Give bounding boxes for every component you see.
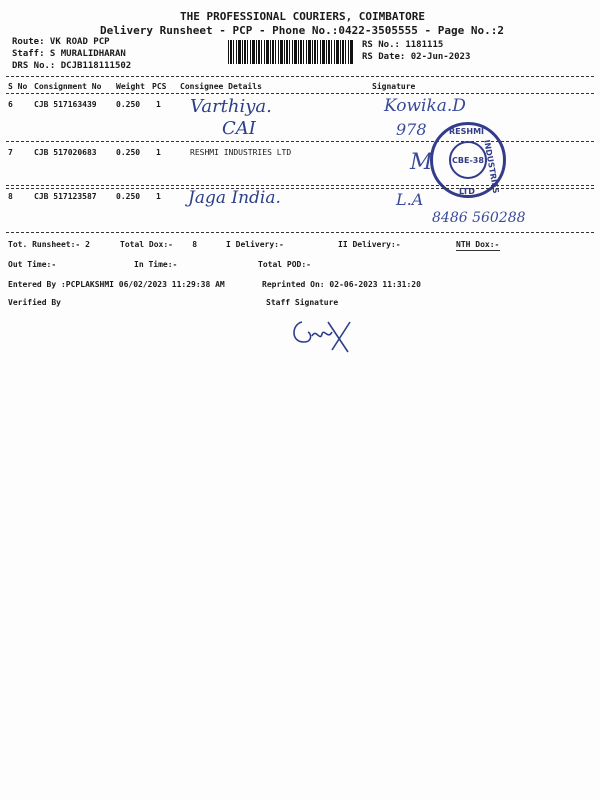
handwritten-phone: 8486 560288	[432, 210, 526, 226]
col-pcs: PCS	[152, 82, 167, 91]
stamp-text-right: INDUSTRIES	[482, 139, 501, 195]
divider	[6, 93, 594, 94]
row-consignment: CJB 517163439	[34, 100, 97, 109]
stamp-text-top: RESHMI	[449, 127, 485, 136]
total-dox: Total Dox:- 8	[120, 240, 198, 249]
divider	[6, 185, 594, 186]
col-sno: S No	[8, 82, 28, 91]
col-consignment: Consignment No	[34, 82, 102, 91]
staff-label: Staff: S MURALIDHARAN	[12, 49, 126, 59]
nth-dox: NTH Dox:-	[456, 240, 500, 249]
row-pcs: 1	[156, 100, 161, 109]
stamp-center: CBE-38	[449, 141, 487, 179]
row-sno: 7	[8, 148, 13, 157]
in-time: In Time:-	[134, 260, 178, 269]
col-weight: Weight	[116, 82, 145, 91]
staff-signature-scribble	[282, 312, 354, 356]
company-title: THE PROFESSIONAL COURIERS, COIMBATORE	[180, 10, 426, 23]
row-pcs: 1	[156, 148, 161, 157]
ii-delivery: II Delivery:-	[338, 240, 401, 249]
company-stamp	[430, 122, 506, 198]
total-runsheet: Tot. Runsheet:- 2	[8, 240, 90, 249]
drs-number: DRS No.: DCJB118111502	[12, 61, 132, 71]
row-sno: 6	[8, 100, 13, 109]
handwritten-signature: L.A	[396, 190, 424, 209]
rs-date: RS Date: 02-Jun-2023	[362, 52, 471, 62]
row-weight: 0.250	[116, 192, 141, 201]
row-sno: 8	[8, 192, 13, 201]
divider	[6, 232, 594, 233]
divider	[6, 141, 594, 142]
consignee-handwriting-2: CAI	[222, 118, 256, 139]
handwritten-initials: M	[410, 150, 433, 175]
i-delivery: I Delivery:-	[226, 240, 284, 249]
out-time: Out Time:-	[8, 260, 57, 269]
route-label: Route: VK ROAD PCP	[12, 37, 110, 47]
divider	[6, 76, 594, 77]
total-pod: Total POD:-	[258, 260, 311, 269]
consignee-handwriting: Varthiya.	[190, 96, 272, 117]
divider	[456, 250, 500, 251]
col-signature: Signature	[372, 82, 416, 91]
row-weight: 0.250	[116, 100, 141, 109]
stamp-text-bottom: LTD	[459, 187, 475, 196]
staff-signature-label: Staff Signature	[266, 298, 339, 307]
row-consignment: CJB 517123587	[34, 192, 97, 201]
row-pcs: 1	[156, 192, 161, 201]
row-consignee: RESHMI INDUSTRIES LTD	[190, 148, 292, 157]
divider	[6, 188, 594, 189]
rs-number: RS No.: 1181115	[362, 40, 444, 50]
consignee-handwriting: Jaga India.	[188, 188, 281, 208]
row-weight: 0.250	[116, 148, 141, 157]
runsheet-subtitle: Delivery Runsheet - PCP - Phone No.:0422-3505555 - Page No.:2	[100, 24, 504, 37]
col-consignee: Consignee Details	[180, 82, 262, 91]
entered-by: Entered By :PCPLAKSHMI 06/02/2023 11:29:38 AM	[8, 280, 225, 289]
handwritten-phone: 978	[396, 120, 427, 139]
handwritten-signature: Kowika.D	[384, 96, 466, 116]
row-consignment: CJB 517020683	[34, 148, 97, 157]
verified-by: Verified By	[8, 298, 61, 307]
reprinted-on: Reprinted On: 02-06-2023 11:31:20	[262, 280, 421, 289]
barcode	[228, 40, 354, 64]
